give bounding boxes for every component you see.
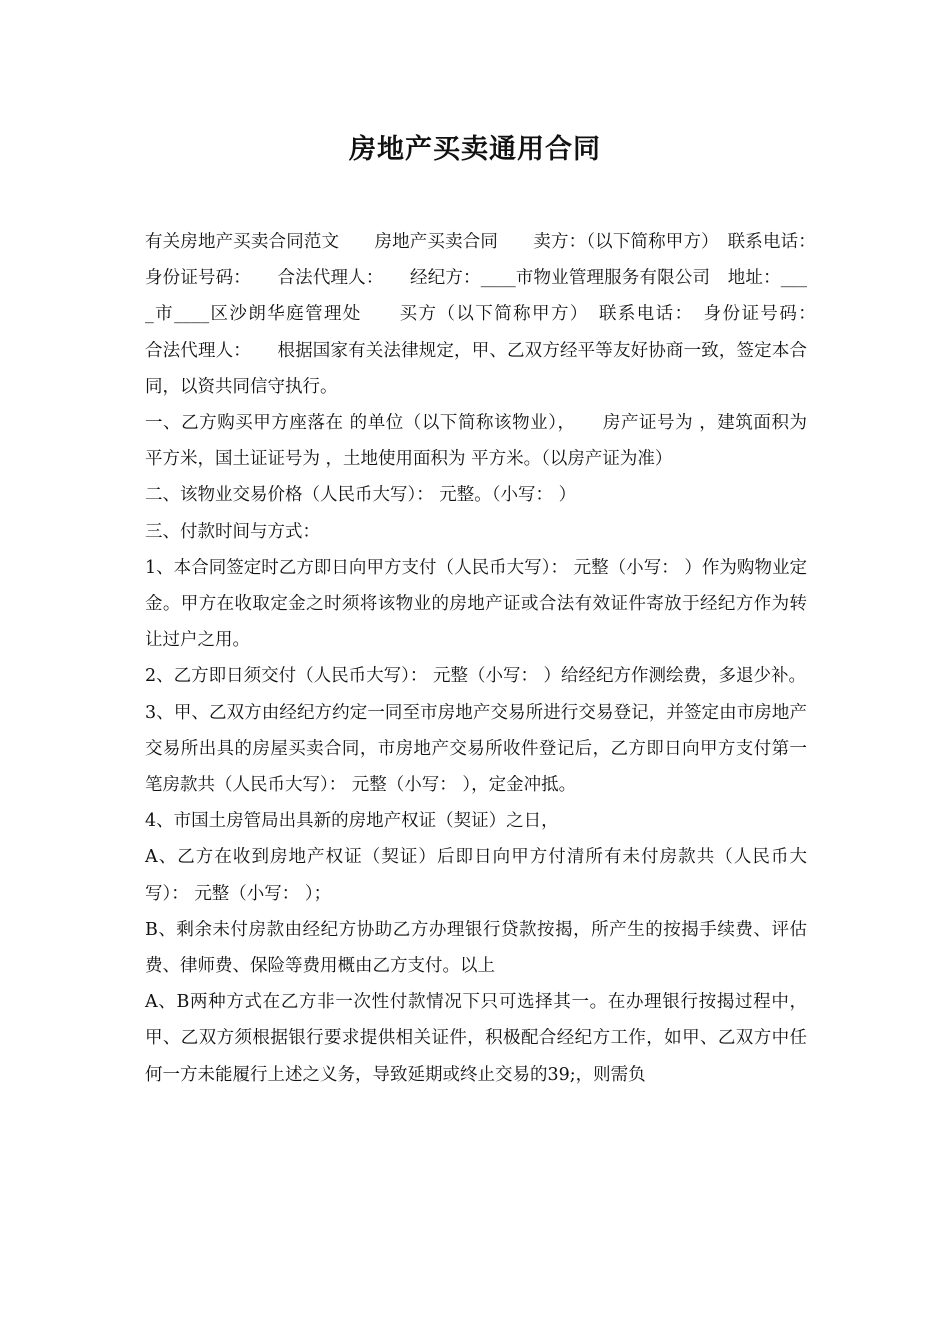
document-body	[145, 224, 842, 1093]
paragraph-article-1: 一、乙方购买甲方座落在 的单位（以下简称该物业）， 房产证号为 ，建筑面积为 平方米，国土证证号为 ，土地使用面积为 平方米。（以房产证为准）	[145, 413, 807, 470]
document-title: 房地产买卖通用合同	[349, 134, 601, 165]
paragraph-clause-1: 1、本合同签定时乙方即日向甲方支付（人民币大写）： 元整（小写： ）作为购物业定金。甲方在收取定金之时须将该物业的房地产证或合法有效证件寄放于经纪方作为转让过户之用。	[145, 557, 807, 651]
paragraph-article-3-heading: 三、付款时间与方式：	[145, 521, 320, 542]
paragraph-preamble: 有关房地产买卖合同范文 房地产买卖合同 卖方：（以下简称甲方） 联系电话： 身份证号码： 合法代理人： 经纪方：____市物业管理服务有限公司 地址：____市____区沙朗华庭管理处 买方（以下简称甲方） 联系电话： 身份证号码： 合法代理人： 根据国家有关法律规定，甲、乙双方经平等友好协商一致，签定本合同，以资共同信守执行。	[145, 232, 842, 397]
paragraph-option-b: B、剩余未付房款由经纪方协助乙方办理银行贷款按揭，所产生的按揭手续费、评估费、律师费、保险等费用概由乙方支付。以上	[145, 919, 807, 977]
paragraph-article-2: 二、该物业交易价格（人民币大写）： 元整。（小写： ）	[145, 485, 577, 506]
paragraph-option-a: A、乙方在收到房地产权证（契证）后即日向甲方付清所有未付房款共（人民币大写）： 元整（小写： ）；	[145, 847, 807, 904]
paragraph-clause-2: 2、乙方即日须交付（人民币大写）： 元整（小写： ）给经纪方作测绘费，多退少补。	[145, 666, 807, 687]
paragraph-clause-3: 3、甲、乙双方由经纪方约定一同至市房地产交易所进行交易登记，并签定由市房地产交易所出具的房屋买卖合同，市房地产交易所收件登记后，乙方即日向甲方支付第一笔房款共（人民币大写）： 元整（小写： ），定金冲抵。	[145, 702, 807, 796]
paragraph-clause-4: 4、市国土房管局出具新的房地产权证（契证）之日，	[145, 811, 559, 832]
paragraph-options-note: A、B两种方式在乙方非一次性付款情况下只可选择其一。在办理银行按揭过程中，甲、乙双方须根据银行要求提供相关证件，积极配合经纪方工作，如甲、乙双方中任何一方未能履行上述之义务，导致延期或终止交易的39;，则需负	[145, 992, 807, 1085]
